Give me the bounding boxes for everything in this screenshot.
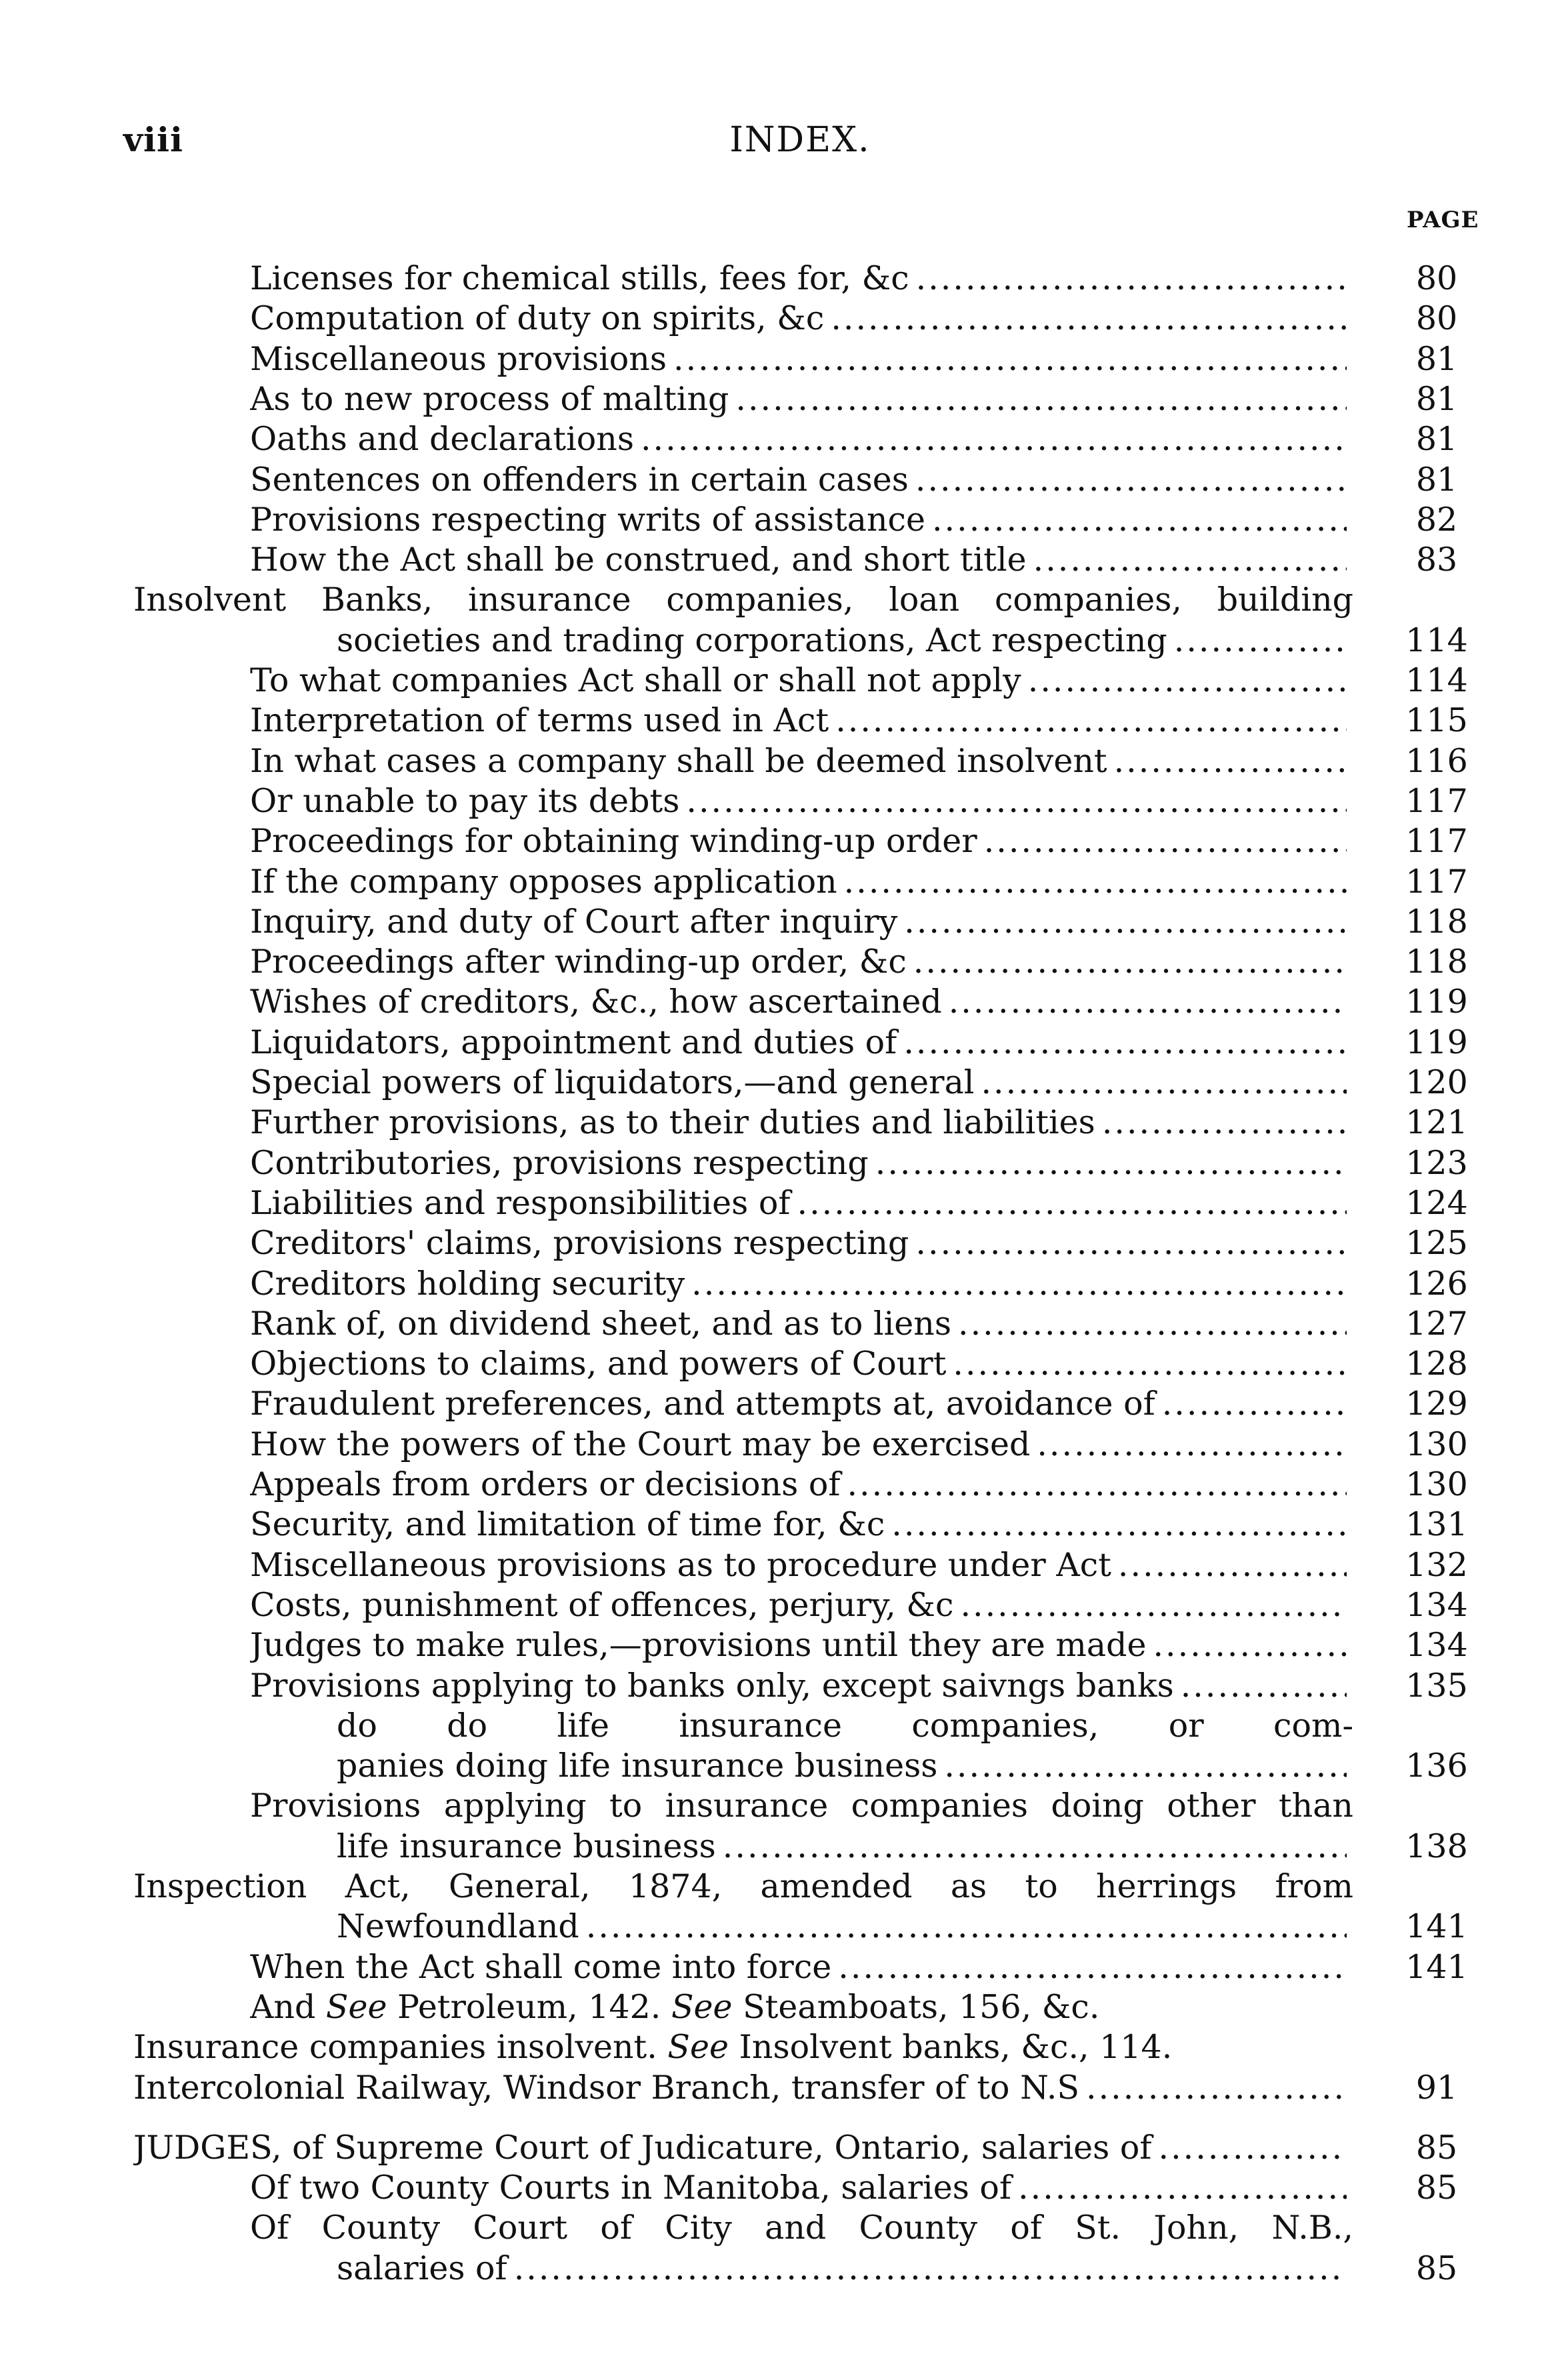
page-number: 85 <box>1415 2128 1458 2167</box>
entry-line <box>250 1947 1353 1987</box>
page-number: 129 <box>1405 1385 1468 1423</box>
page-title: INDEX. <box>729 120 871 160</box>
page-number: 120 <box>1405 1063 1468 1101</box>
index-entry <box>0 339 1564 379</box>
dot-leader <box>847 1465 1347 1505</box>
entry-line <box>250 1625 1353 1665</box>
page-number: 136 <box>1405 1747 1468 1785</box>
entry-line <box>133 2128 1353 2168</box>
page-number: 117 <box>1405 781 1468 820</box>
entry-line <box>250 1585 1353 1625</box>
dot-leader <box>904 902 1347 942</box>
index-entry <box>0 1223 1564 1263</box>
entry-text: Provisions respecting writs of assistance <box>250 500 925 539</box>
dot-leader <box>903 1023 1347 1063</box>
page-number: 81 <box>1415 379 1458 418</box>
entry-text: Appeals from orders or decisions of <box>250 1465 841 1503</box>
entry-text: Newfoundland <box>337 1907 579 1946</box>
page-number: 114 <box>1405 621 1468 659</box>
page-number: 131 <box>1405 1505 1468 1544</box>
entry-text: Of two County Courts in Manitoba, salaries of <box>250 2169 1012 2207</box>
page-number: 121 <box>1405 1103 1468 1142</box>
page-number: 134 <box>1405 1585 1468 1624</box>
entry-text: Liquidators, appointment and duties of <box>250 1023 897 1061</box>
entry-text: Wishes of creditors, &c., how ascertained <box>250 983 942 1021</box>
dot-leader <box>1114 741 1347 781</box>
page-number: 117 <box>1405 822 1468 861</box>
entry-line <box>250 460 1353 500</box>
dot-leader <box>875 1143 1347 1183</box>
page-number: 130 <box>1405 1425 1468 1463</box>
entry-text: To what companies Act shall or shall not apply <box>250 661 1021 699</box>
entry-line <box>250 1264 1353 1304</box>
entry-text: do do life insurance companies, or com- <box>337 1706 1353 1745</box>
dot-leader <box>981 1063 1347 1103</box>
dot-leader <box>1153 1625 1347 1665</box>
entry-line <box>250 701 1353 741</box>
entry-line <box>250 419 1353 459</box>
entry-text: Liabilities and responsibilities of <box>250 1183 791 1222</box>
dot-leader <box>1118 1545 1347 1585</box>
entry-text: How the Act shall be construed, and short title <box>250 541 1027 579</box>
entry-text: Creditors' claims, provisions respecting <box>250 1224 909 1263</box>
dot-leader <box>586 1907 1347 1947</box>
entry-line <box>250 1545 1353 1585</box>
page-number: 119 <box>1405 983 1468 1021</box>
page-number: 82 <box>1415 500 1458 539</box>
page-number: 134 <box>1405 1626 1468 1665</box>
entry-line <box>337 2249 1353 2289</box>
entry-line <box>133 2068 1353 2108</box>
page-number: 116 <box>1405 741 1468 780</box>
entry-line <box>250 379 1353 419</box>
entry-line <box>250 1223 1353 1263</box>
entry-text: Provisions applying to banks only, except saivngs banks <box>250 1666 1174 1705</box>
entry-line <box>337 621 1353 661</box>
entry-text: Interpretation of terms used in Act <box>250 701 829 740</box>
dot-leader <box>960 1585 1347 1625</box>
entry-text: Proceedings after winding-up order, &c <box>250 943 907 981</box>
dot-leader <box>1037 1425 1347 1465</box>
entry-text: Sentences on offenders in certain cases <box>250 460 909 499</box>
index-entry <box>0 902 1564 942</box>
page-header <box>123 120 1477 167</box>
entry-text: Of County Court of City and County of St. John, N.B., <box>250 2209 1353 2247</box>
dot-leader <box>1086 2068 1347 2108</box>
entry-line <box>250 902 1353 942</box>
dot-leader <box>1028 661 1347 701</box>
index-entry <box>0 1264 1564 1304</box>
dot-leader <box>953 1344 1347 1384</box>
entry-line <box>250 1465 1353 1505</box>
page-number: 80 <box>1415 299 1458 338</box>
page-number: 125 <box>1405 1224 1468 1263</box>
entry-line <box>250 1344 1353 1384</box>
entry-line <box>250 1304 1353 1344</box>
entry-line <box>250 1143 1353 1183</box>
dot-leader <box>797 1183 1347 1223</box>
entry-text: Fraudulent preferences, and attempts at, avoidance of <box>250 1385 1155 1423</box>
entry-line <box>250 1987 1353 2027</box>
entry-text: Rank of, on dividend sheet, and as to liens <box>250 1304 951 1343</box>
entry-text: Contributories, provisions respecting <box>250 1143 869 1182</box>
entry-line <box>250 299 1353 339</box>
dot-leader <box>1033 540 1347 580</box>
page-number: 81 <box>1415 420 1458 459</box>
index-entry <box>0 540 1564 580</box>
entry-line <box>250 2168 1353 2208</box>
entry-text: life insurance business <box>337 1827 716 1865</box>
index-entry <box>0 741 1564 781</box>
index-entry <box>0 982 1564 1022</box>
entry-line <box>250 821 1353 861</box>
entry-text: Provisions applying to insurance companies doing other than <box>250 1787 1353 1825</box>
page-number: 132 <box>1405 1545 1468 1584</box>
dot-leader <box>831 299 1347 339</box>
index-entry <box>0 1585 1564 1625</box>
dot-leader <box>913 942 1347 982</box>
entry-line <box>250 1425 1353 1465</box>
page-number: 83 <box>1415 541 1458 579</box>
entry-text: When the Act shall come into force <box>250 1947 832 1986</box>
dot-leader <box>932 500 1347 540</box>
dot-leader <box>915 1223 1347 1263</box>
page-number: 115 <box>1405 701 1468 740</box>
page-number: 85 <box>1415 2249 1458 2287</box>
index-entry <box>0 1545 1564 1585</box>
page-folio: viii <box>123 120 184 159</box>
index-entry <box>0 1987 1564 2027</box>
index-entry <box>0 419 1564 459</box>
dot-leader <box>691 1264 1347 1304</box>
dot-leader <box>1174 621 1347 661</box>
dot-leader <box>949 982 1347 1022</box>
index-entry <box>0 1746 1564 1786</box>
dot-leader <box>844 862 1347 902</box>
dot-leader <box>915 460 1347 500</box>
index-entry <box>0 1183 1564 1223</box>
entry-line <box>250 1183 1353 1223</box>
entry-text: Miscellaneous provisions <box>250 339 667 378</box>
dot-leader <box>1018 2168 1347 2208</box>
entry-text: Creditors holding security <box>250 1264 685 1303</box>
index-entry <box>0 1344 1564 1384</box>
page-number: 135 <box>1405 1666 1468 1705</box>
page-number: 85 <box>1415 2169 1458 2207</box>
index-entry <box>0 580 1564 620</box>
entry-line <box>133 580 1353 620</box>
dot-leader <box>984 821 1347 861</box>
index-entry <box>0 942 1564 982</box>
entry-text: Inspection Act, General, 1874, amended as to herrings from <box>133 1867 1353 1905</box>
entry-line <box>337 1746 1353 1786</box>
entry-text: societies and trading corporations, Act respecting <box>337 621 1167 659</box>
entry-text: In what cases a company shall be deemed insolvent <box>250 741 1107 780</box>
entry-text: Security, and limitation of time for, &c <box>250 1505 885 1544</box>
dot-leader <box>891 1505 1347 1545</box>
index-entry <box>0 661 1564 701</box>
dot-leader <box>686 781 1347 821</box>
entry-line <box>250 1786 1353 1826</box>
entry-text: Objections to claims, and powers of Court <box>250 1345 947 1383</box>
page-number: 114 <box>1405 661 1468 699</box>
entry-text: Or unable to pay its debts <box>250 781 680 820</box>
entry-text: And See Petroleum, 142. See Steamboats, 156, &c. <box>250 1987 1100 2026</box>
index-entry <box>0 1063 1564 1103</box>
index-entry <box>0 701 1564 741</box>
index-entry <box>0 379 1564 419</box>
page-number: 119 <box>1405 1023 1468 1061</box>
index-entry <box>0 1465 1564 1505</box>
dot-leader <box>835 701 1347 741</box>
page-number: 141 <box>1405 1907 1468 1946</box>
entry-line <box>133 1867 1353 1907</box>
entry-line <box>250 1063 1353 1103</box>
dot-leader <box>1102 1103 1347 1143</box>
index-entry <box>0 1304 1564 1344</box>
entry-text: Further provisions, as to their duties and liabilities <box>250 1103 1095 1142</box>
page-number: 91 <box>1415 2068 1458 2107</box>
page-number: 128 <box>1405 1345 1468 1383</box>
entry-text: Proceedings for obtaining winding-up order <box>250 822 977 861</box>
entry-line <box>250 942 1353 982</box>
entry-text: salaries of <box>337 2249 507 2287</box>
entry-line <box>250 741 1353 781</box>
index-entry <box>0 1023 1564 1063</box>
entry-line <box>250 661 1353 701</box>
entry-text: Intercolonial Railway, Windsor Branch, transfer of to N.S <box>133 2068 1080 2107</box>
entry-text: Inquiry, and duty of Court after inquiry <box>250 902 898 941</box>
dot-leader <box>673 339 1347 379</box>
index-entry <box>0 259 1564 299</box>
entry-line <box>133 2027 1353 2067</box>
entry-line <box>250 540 1353 580</box>
index-entry <box>0 1827 1564 1867</box>
page-number: 80 <box>1415 259 1458 297</box>
entry-line <box>337 1907 1353 1947</box>
entry-text: Oaths and declarations <box>250 420 634 459</box>
index-entry <box>0 1384 1564 1424</box>
entry-line <box>250 982 1353 1022</box>
page-number: 118 <box>1405 943 1468 981</box>
entry-line <box>337 1706 1353 1746</box>
index-entry <box>0 862 1564 902</box>
entry-text: Insurance companies insolvent. See Insolvent banks, &c., 114. <box>133 2028 1173 2067</box>
entry-line <box>250 1666 1353 1706</box>
entry-text: How the powers of the Court may be exercised <box>250 1425 1031 1463</box>
dot-leader <box>735 379 1347 419</box>
index-entry <box>0 2249 1564 2289</box>
page-number: 81 <box>1415 460 1458 499</box>
entry-text: panies doing life insurance business <box>337 1747 938 1785</box>
entry-text: Miscellaneous provisions as to procedure under Act <box>250 1545 1111 1584</box>
index-entry <box>0 1947 1564 1987</box>
dot-leader <box>514 2249 1347 2289</box>
index-entry <box>0 299 1564 339</box>
page-number: 127 <box>1405 1304 1468 1343</box>
dot-leader <box>641 419 1347 459</box>
entry-line <box>250 2208 1353 2248</box>
index-entry <box>0 1425 1564 1465</box>
dot-leader <box>838 1947 1347 1987</box>
index-entry <box>0 1143 1564 1183</box>
index-entry <box>0 1625 1564 1665</box>
page-number: 141 <box>1405 1947 1468 1986</box>
entry-line <box>250 1505 1353 1545</box>
entry-text: As to new process of malting <box>250 379 729 418</box>
dot-leader <box>944 1746 1347 1786</box>
entry-text: JUDGES, of Supreme Court of Judicature, Ontario, salaries of <box>133 2128 1152 2167</box>
index-entry <box>0 2168 1564 2208</box>
entry-text: Licenses for chemical stills, fees for, &c <box>250 259 909 297</box>
index-entry <box>0 2128 1564 2168</box>
dot-leader <box>1159 2128 1347 2168</box>
index-entry <box>0 621 1564 661</box>
entry-line <box>250 781 1353 821</box>
entry-line <box>250 1384 1353 1424</box>
index-entry <box>0 460 1564 500</box>
index-entry <box>0 1505 1564 1545</box>
dot-leader <box>1181 1666 1347 1706</box>
entry-line <box>250 500 1353 540</box>
dot-leader <box>1162 1384 1347 1424</box>
page-number: 138 <box>1405 1827 1468 1865</box>
page-number: 117 <box>1405 862 1468 901</box>
entry-line <box>250 259 1353 299</box>
index-entry <box>0 781 1564 821</box>
entry-text: Costs, punishment of offences, perjury, &c <box>250 1585 954 1624</box>
index-entry <box>0 1706 1564 1746</box>
page-number: 123 <box>1405 1143 1468 1182</box>
entry-line <box>250 862 1353 902</box>
dot-leader <box>916 259 1347 299</box>
index-entry <box>0 1907 1564 1947</box>
index-entry <box>0 1666 1564 1706</box>
entry-text: If the company opposes application <box>250 862 837 901</box>
page-number: 130 <box>1405 1465 1468 1503</box>
page-number: 124 <box>1405 1183 1468 1222</box>
page-number: 126 <box>1405 1264 1468 1303</box>
index-entry <box>0 1103 1564 1143</box>
index-entry <box>0 500 1564 540</box>
dot-leader <box>958 1304 1347 1344</box>
entry-text: Computation of duty on spirits, &c <box>250 299 825 338</box>
page-number: 81 <box>1415 339 1458 378</box>
index-entry <box>0 1786 1564 1826</box>
index-entry <box>0 2027 1564 2067</box>
entry-text: Judges to make rules,—provisions until they are made <box>250 1626 1147 1665</box>
index-entry <box>0 2208 1564 2248</box>
entry-text: Special powers of liquidators,—and general <box>250 1063 975 1101</box>
entry-text: Insolvent Banks, insurance companies, loan companies, building <box>133 581 1353 619</box>
page-column-label: PAGE <box>1407 207 1479 233</box>
index-entry <box>0 1867 1564 1907</box>
entry-line <box>250 1103 1353 1143</box>
page-number: 118 <box>1405 902 1468 941</box>
index-entry <box>0 2068 1564 2108</box>
entry-line <box>250 1023 1353 1063</box>
dot-leader <box>723 1827 1347 1867</box>
entry-line <box>337 1827 1353 1867</box>
entry-line <box>250 339 1353 379</box>
index-entry <box>0 821 1564 861</box>
